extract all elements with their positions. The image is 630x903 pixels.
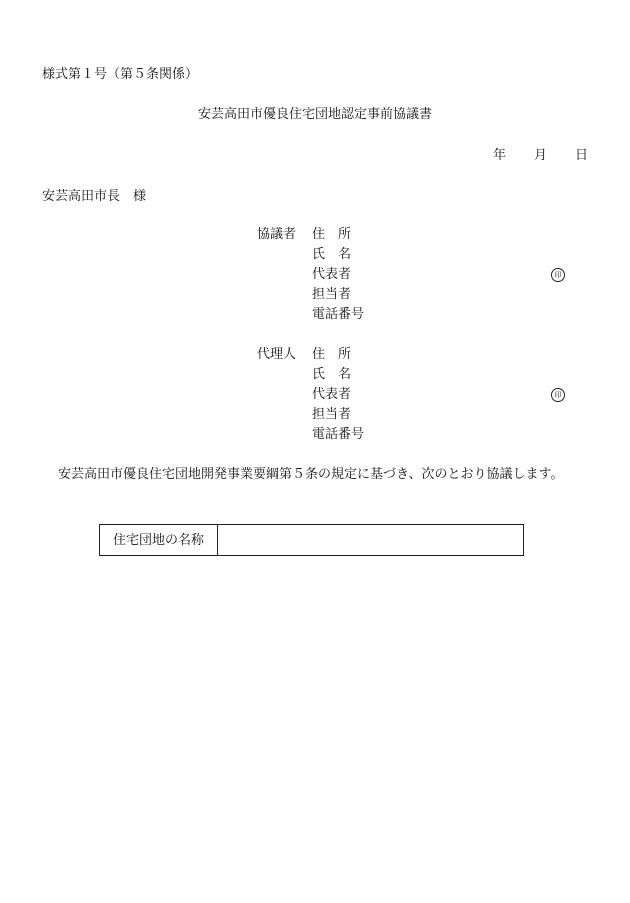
- agent-representative-field: 代表者: [312, 387, 352, 402]
- date-year-label: 年: [493, 148, 507, 163]
- agent-name-field: 氏 名: [312, 367, 352, 382]
- agent-seal-icon: 印: [551, 388, 565, 402]
- date-day-label: 日: [575, 148, 589, 163]
- applicant-name-field: 氏 名: [312, 247, 352, 262]
- applicant-phone-field: 電話番号: [312, 307, 365, 322]
- applicant-representative-field: 代表者: [312, 267, 352, 282]
- body-text: 安芸高田市優良住宅団地開発事業要綱第５条の規定に基づき、次のとおり協議します。: [58, 467, 564, 482]
- applicant-contact-person-field: 担当者: [312, 287, 352, 302]
- applicant-seal-icon: 印: [551, 268, 565, 282]
- housing-complex-name-value[interactable]: [218, 525, 523, 555]
- housing-complex-name-label: 住宅団地の名称: [100, 525, 218, 555]
- applicant-address-field: 住 所: [312, 227, 352, 242]
- housing-complex-name-table: [99, 524, 524, 556]
- agent-label: 代理人: [257, 347, 297, 362]
- agent-phone-field: 電話番号: [312, 427, 365, 442]
- document-title: 安芸高田市優良住宅団地認定事前協議書: [197, 107, 432, 122]
- agent-contact-person-field: 担当者: [312, 407, 352, 422]
- date-month-label: 月: [534, 148, 548, 163]
- form-number: 様式第１号（第５条関係）: [42, 67, 199, 82]
- agent-address-field: 住 所: [312, 347, 352, 362]
- addressee: 安芸高田市長 様: [42, 189, 147, 204]
- applicant-label: 協議者: [257, 227, 297, 242]
